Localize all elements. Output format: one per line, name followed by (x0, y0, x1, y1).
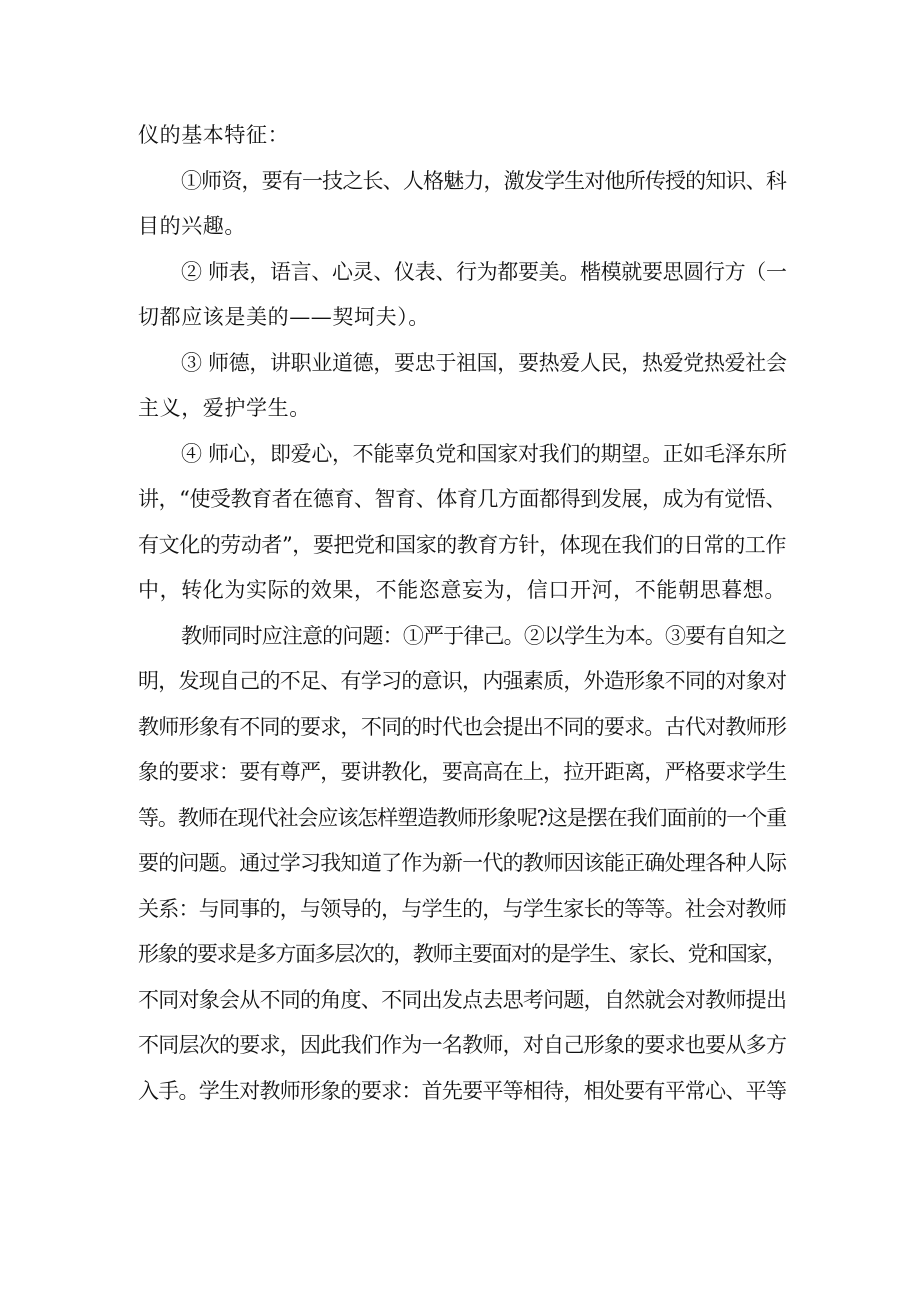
text-line: 讲，“使受教育者在德育、智育、体育几方面都得到发展，成为有觉悟、 (138, 487, 786, 511)
text-line: ③ 师德，讲职业道德，要忠于祖国，要热爱人民，热爱党热爱社会 (181, 350, 787, 375)
text-line: 等。教师在现代社会应该怎样塑造教师形象呢?这是摆在我们面前的一个重 (138, 805, 787, 830)
text-line: 入手。学生对教师形象的要求：首先要平等相待，相处要有平常心、平等 (138, 1078, 787, 1103)
text-line: 明，发现自己的不足、有学习的意识，内强素质，外造形象不同的对象对 (138, 669, 787, 693)
text-line: 目的兴趣。 (138, 214, 246, 238)
text-line: 仪的基本特征： (138, 123, 290, 147)
text-line: 教师同时应注意的问题：①严于律己。②以学生为本。③要有自知之 (181, 623, 786, 648)
text-line: 关系：与同事的，与领导的，与学生的，与学生家长的等等。社会对教师 (138, 896, 787, 921)
text-line: 不同对象会从不同的角度、不同出发点去思考问题，自然就会对教师提出 (138, 987, 787, 1012)
text-line: 教师形象有不同的要求，不同的时代也会提出不同的要求。古代对教师形 (138, 714, 787, 739)
text-line: 切都应该是美的——契坷夫）。 (138, 305, 430, 329)
text-line: 有文化的劳动者”，要把党和国家的教育方针，体现在我们的日常的工作 (138, 532, 786, 557)
text-line: ④ 师心，即爱心，不能辜负党和国家对我们的期望。正如毛泽东所 (181, 441, 787, 466)
text-line: 要的问题。通过学习我知道了作为新一代的教师因该能正确处理各种人际 (138, 851, 787, 875)
text-line: 象的要求：要有尊严，要讲教化，要高高在上，拉开距离，严格要求学生 (138, 760, 787, 784)
text-line: 形象的要求是多方面多层次的，教师主要面对的是学生、家长、党和国家， (138, 942, 786, 966)
body-text (138, 113, 786, 1114)
text-line: 主义，爱护学生。 (138, 396, 311, 420)
text-line: ② 师表，语言、心灵、仪表、行为都要美。楷模就要思圆行方（一 (181, 259, 787, 284)
text-line: 不同层次的要求，因此我们作为一名教师，对自己形象的要求也要从多方 (138, 1033, 787, 1057)
text-line: ①师资，要有一技之长、人格魅力，激发学生对他所传授的知识、科 (181, 168, 786, 193)
text-line: 中，转化为实际的效果，不能恣意妄为，信口开河，不能朝思暮想。 (138, 578, 786, 602)
